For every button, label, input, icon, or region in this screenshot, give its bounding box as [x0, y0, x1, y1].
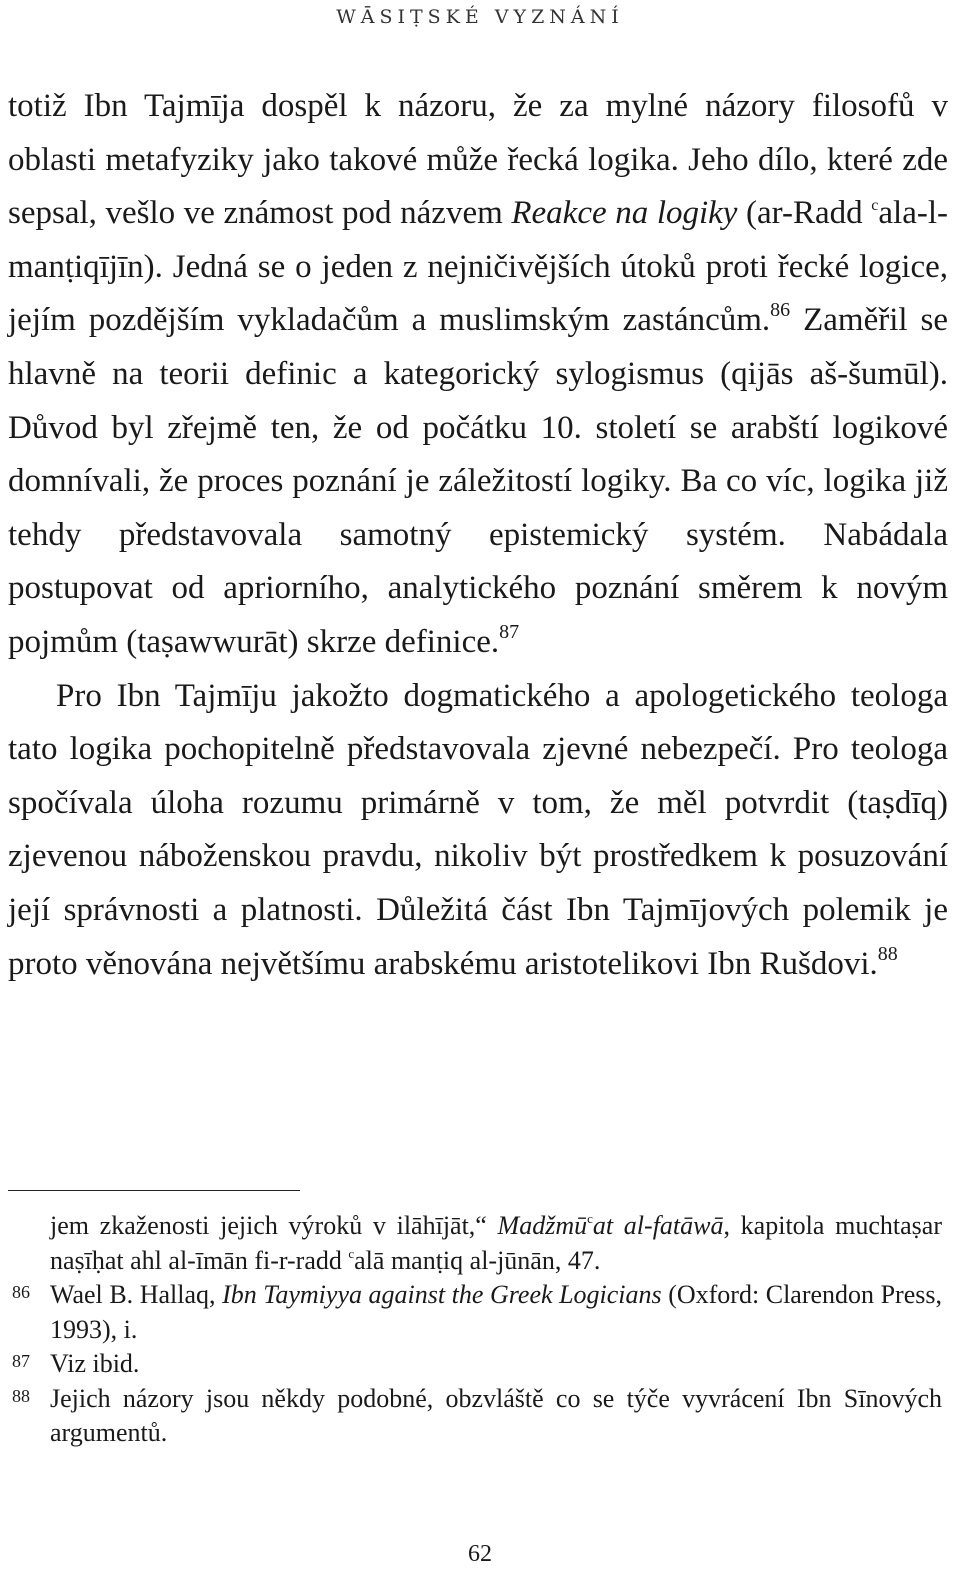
footnote-italic: at al-fatāwā: [592, 1211, 724, 1240]
footnote-87: [8, 1347, 942, 1382]
footnote-88: [8, 1382, 942, 1451]
footnote-continuation: [8, 1209, 942, 1278]
main-text: [8, 80, 948, 991]
ain-mark: c: [871, 197, 879, 215]
footnote-86: [8, 1278, 942, 1347]
footnote-ref-87[interactable]: 87: [499, 620, 520, 643]
book-title: Reakce na logiky: [511, 195, 738, 232]
paragraph-1-text: Zaměřil se hlavně na teorii definic a kategorický sylogismus (qijās aš-šumūl). Důvod byl zřejmě ten, že od počátku 10. století se arabští logikové domnívali, že proces poznání je záležitostí logiky. Ba co víc, logika již tehdy představovala samotný epistemický systém. Nabádala postupovat od apriorního, analytického poznání směrem k novým pojmům (taṣawwurāt) skrze definice.: [8, 302, 949, 660]
paragraph-1: [8, 80, 948, 670]
paragraph-1-text: ala-l-manṭiqījīn). Jedná se o jeden z nejničivějších útoků proti řecké logice, jejím pozdějším vykladačům a muslimským zastáncům.: [8, 195, 948, 339]
page-number: 62: [468, 1541, 492, 1567]
footnote-text: alā manṭiq al-jūnān, 47.: [354, 1245, 601, 1275]
footnote-separator: [8, 1190, 300, 1191]
footnote-text: Jejich názory jsou někdy podobné, obzvláště co se týče vyvrácení Ibn Sīnových argumentů.: [50, 1383, 942, 1447]
ain-mark: c: [348, 1245, 355, 1261]
footnote-number: 87: [12, 1351, 30, 1371]
paragraph-2: [8, 670, 948, 992]
footnote-text: , kapitola muchtaṣar naṣīḥat ahl al-īmān fi-r-radd: [50, 1211, 942, 1275]
footnote-ref-88[interactable]: 88: [877, 942, 898, 965]
footnote-text: Wael B. Hallaq,: [50, 1280, 223, 1309]
paragraph-1-text: totiž Ibn Tajmīja dospěl k názoru, že za mylné názory filosofů v oblasti metafyziky jako takové může řecká logika. Jeho dílo, které zde sepsal, vešlo ve známost pod názvem: [8, 88, 948, 232]
footnote-text: jem zkaženosti jejich výroků v ilāhījāt,“: [50, 1211, 498, 1240]
footnotes: [8, 1209, 942, 1451]
footnote-number: 86: [12, 1282, 30, 1302]
footnote-number: 88: [12, 1385, 30, 1406]
footnote-text: (Oxford: Clarendon Press, 1993), i.: [50, 1280, 942, 1344]
paragraph-2-text: Pro Ibn Tajmīju jakožto dogmatického a apologetického teologa tato logika pochopitelně představovala zjevné nebezpečí. Pro teologa spočívala úloha rozumu primárně v tom, že měl potvrdit (taṣdīq) zjevenou náboženskou pravdu, nikoliv být prostředkem k posuzování její správnosti a platnosti. Důležitá část Ibn Tajmījových polemik je proto věnována největšímu arabskému aristotelikovi Ibn Rušdovi.: [8, 677, 948, 982]
paragraph-1-text: (ar-Radd: [737, 195, 872, 232]
footnote-text: Viz ibid.: [50, 1349, 140, 1378]
footnote-ref-86[interactable]: 86: [770, 299, 791, 322]
running-head: WĀSIṬSKÉ VYZNÁNÍ: [336, 6, 624, 28]
footnote-italic: Madžmū: [497, 1211, 588, 1240]
ain-mark: c: [587, 1211, 593, 1226]
footnote-italic: Ibn Taymiyya against the Greek Logicians: [222, 1280, 662, 1309]
